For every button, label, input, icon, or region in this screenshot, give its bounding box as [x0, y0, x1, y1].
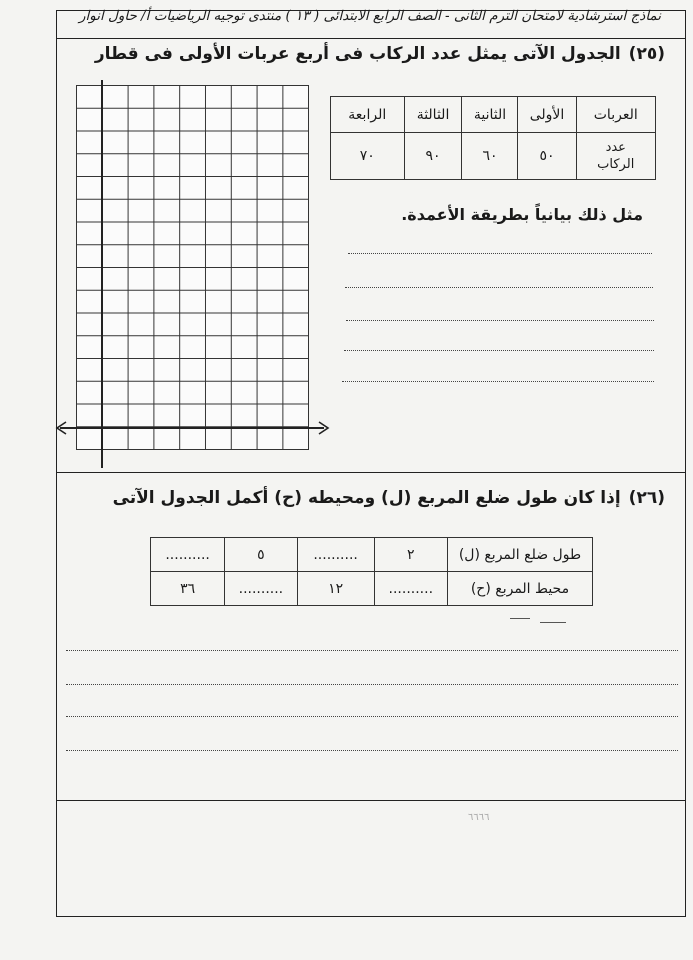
answer-line[interactable]	[66, 684, 678, 685]
answer-cell[interactable]: ..........	[225, 572, 297, 606]
answer-cell[interactable]: ..........	[374, 572, 447, 606]
table-cell: ٥	[225, 538, 297, 572]
answer-line[interactable]	[348, 253, 652, 254]
table-header-cell: الأولى	[518, 97, 576, 133]
answer-line[interactable]	[345, 287, 653, 288]
table-row	[151, 538, 593, 572]
question-26-text: إذا كان طول ضلع المربع (ل) ومحيطه (ح) أكمل الجدول الآتى	[112, 488, 621, 508]
decorative-dash	[510, 618, 530, 619]
answer-cell[interactable]: ..........	[151, 538, 225, 572]
question-25-title	[95, 44, 665, 64]
answer-line[interactable]	[342, 381, 654, 382]
bottom-separator	[56, 800, 686, 801]
table-cell: ٣٦	[151, 572, 225, 606]
answer-line[interactable]	[66, 750, 678, 751]
y-axis	[101, 80, 103, 468]
passengers-table	[330, 96, 656, 180]
graph-grid[interactable]	[76, 85, 309, 450]
table-cell: ٦٠	[462, 133, 518, 180]
answer-cell[interactable]: ..........	[297, 538, 374, 572]
table-data-row	[331, 133, 656, 180]
row-label-line2: الركاب	[597, 157, 635, 172]
question-26-title	[113, 488, 665, 508]
decorative-dash	[540, 622, 566, 623]
table-row	[151, 572, 593, 606]
table-header-cell: الثالثة	[404, 97, 462, 133]
x-axis-left-arrow-icon	[55, 420, 67, 436]
x-axis	[60, 427, 324, 429]
question-25-text: الجدول الآتى يمثل عدد الركاب فى أربع عربات الأولى فى قطار	[94, 44, 621, 64]
page-header: نماذج استرشادية لامتحان الترم الثانى - الصف الرابع الابتدائى ( ١٣ ) منتدى توجيه الرياضيات أ/ حاول انوار	[78, 8, 661, 24]
table-header-row	[331, 97, 656, 133]
table-cell: ٧٠	[331, 133, 405, 180]
question-26-number: (٢٦)	[628, 488, 665, 508]
answer-line[interactable]	[346, 320, 654, 321]
answer-line[interactable]	[344, 350, 654, 351]
faint-marks: ٦٦٦٦	[468, 812, 490, 823]
answer-line[interactable]	[66, 716, 678, 717]
table-cell: ٥٠	[518, 133, 576, 180]
table-header-cell: العربات	[576, 97, 656, 133]
section-separator	[56, 472, 686, 473]
row-label-cell: طول ضلع المربع (ل)	[447, 538, 592, 572]
square-table	[150, 537, 593, 606]
table-header-cell: الثانية	[462, 97, 518, 133]
table-cell: ١٢	[297, 572, 374, 606]
header-separator	[56, 38, 686, 39]
x-axis-right-arrow-icon	[318, 420, 330, 436]
question-25-instruction: مثل ذلك بيانياً بطريقة الأعمدة.	[401, 205, 643, 224]
row-label-cell	[576, 133, 656, 180]
row-label-cell: محيط المربع (ح)	[447, 572, 592, 606]
row-label-line1: عدد	[605, 140, 626, 155]
table-cell: ٢	[374, 538, 447, 572]
table-header-cell: الرابعة	[331, 97, 405, 133]
question-25-number: (٢٥)	[628, 44, 665, 64]
table-cell: ٩٠	[404, 133, 462, 180]
answer-line[interactable]	[66, 650, 678, 651]
